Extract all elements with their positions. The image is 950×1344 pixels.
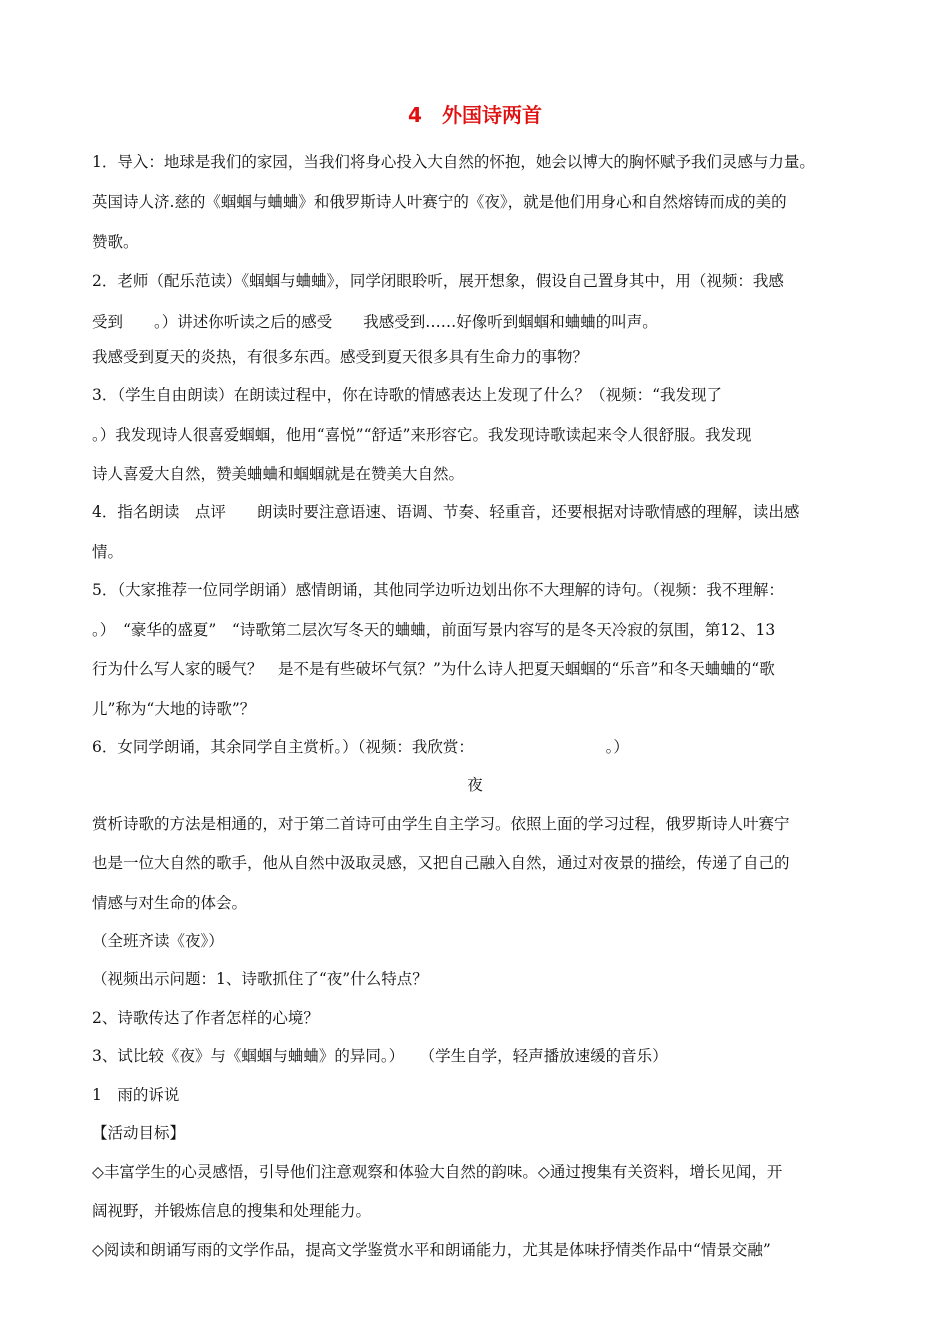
section-heading: 1 雨的诉说: [92, 1086, 180, 1104]
text-line: 也是一位大自然的歌手，他从自然中汲取灵感，又把自己融入自然，通过对夜景的描绘，传递了自己的: [92, 854, 790, 872]
text-line: 。）我发现诗人很喜爱蝈蝈，他用“喜悦”“舒适”来形容它。我发现诗歌读起来令人很舒服。我发现: [92, 426, 752, 444]
poem-title: 夜: [467, 776, 483, 794]
text-line: 赞歌。: [92, 233, 139, 251]
text-line: 情。: [92, 543, 124, 561]
text-line: （全班齐读《夜》）: [92, 932, 224, 950]
text-line: （视频出示问题：1、诗歌抓住了“夜”什么特点？: [92, 970, 428, 988]
text-line: 受到 。）讲述你听读之后的感受 我感受到……好像听到蝈蝈和蛐蛐的叫声。: [92, 313, 658, 331]
text-line: 2．老师（配乐范读）《蝈蝈与蛐蛐》，同学闭眼聆听，展开想象，假设自己置身其中，用（视频：我感: [92, 272, 784, 290]
text-line: 英国诗人济.慈的《蝈蝈与蛐蛐》和俄罗斯诗人叶赛宁的《夜》，就是他们用身心和自然熔铸而成的美的: [92, 193, 787, 211]
text-line: 情感与对生命的体会。: [92, 894, 248, 912]
text-line: 2、诗歌传达了作者怎样的心境？: [92, 1009, 319, 1027]
text-line: ◇阅读和朗诵写雨的文学作品，提高文学鉴赏水平和朗诵能力，尤其是体味抒情类作品中“情景交融”: [92, 1241, 771, 1259]
text-line: 行为什么写人家的暖气？ 是不是有些破坏气氛？”为什么诗人把夏天蝈蝈的“乐音”和冬天蛐蛐的“歌: [92, 660, 775, 678]
text-line: 诗人喜爱大自然，赞美蛐蛐和蝈蝈就是在赞美大自然。: [92, 465, 465, 483]
text-line: 我感受到夏天的炎热，有很多东西。感受到夏天很多具有生命力的事物？: [92, 348, 589, 366]
text-line: 3．（学生自由朗读）在朗读过程中，你在诗歌的情感表达上发现了什么？（视频：“我发现了: [92, 386, 723, 404]
text-line: 儿”称为“大地的诗歌”？: [92, 700, 256, 718]
text-line: ◇丰富学生的心灵感悟，引导他们注意观察和体验大自然的韵味。◇通过搜集有关资料，增长见闻，开: [92, 1163, 783, 1181]
text-line: 5．（大家推荐一位同学朗诵）感情朗诵，其他同学边听边划出你不大理解的诗句。（视频：我不理解：: [92, 581, 784, 599]
text-line: 1．导入：地球是我们的家园，当我们将身心投入大自然的怀抱，她会以博大的胸怀赋予我们灵感与力量。: [92, 153, 815, 171]
document-title: 4 外国诗两首: [408, 103, 542, 127]
text-line: 3、试比较《夜》与《蝈蝈与蛐蛐》的异同。） （学生自学，轻声播放速缓的音乐）: [92, 1047, 668, 1065]
text-line: 赏析诗歌的方法是相通的，对于第二首诗可由学生自主学习。依照上面的学习过程，俄罗斯诗人叶赛宁: [92, 815, 790, 833]
text-line: 6．女同学朗诵，其余同学自主赏析。）（视频：我欣赏： 。）: [92, 738, 629, 756]
text-line: 。） “豪华的盛夏” “诗歌第二层次写冬天的蛐蛐，前面写景内容写的是冬天冷寂的氛围，第12、13: [92, 621, 776, 639]
text-line: 阔视野，并锻炼信息的搜集和处理能力。: [92, 1202, 372, 1220]
text-line: 4．指名朗读 点评 朗读时要注意语速、语调、节奏、轻重音，还要根据对诗歌情感的理解，读出感: [92, 503, 800, 521]
section-subheading: 【活动目标】: [92, 1124, 186, 1142]
